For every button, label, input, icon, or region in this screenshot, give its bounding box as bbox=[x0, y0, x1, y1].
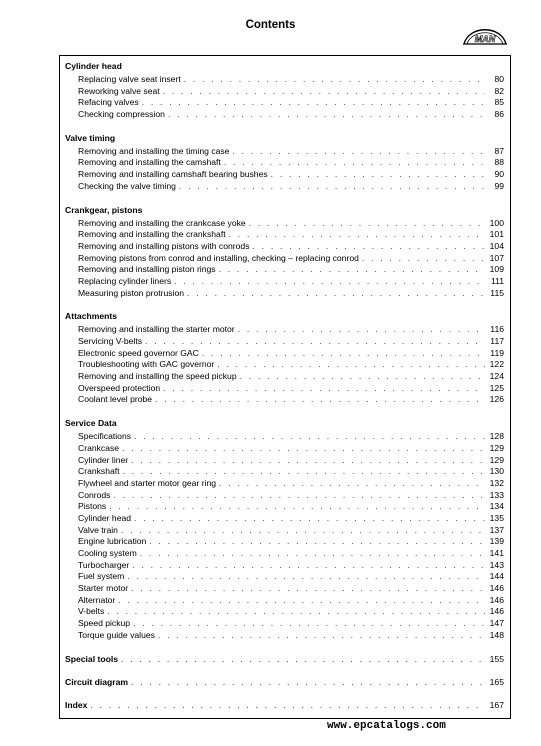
dot-leader bbox=[240, 371, 485, 383]
dot-leader bbox=[163, 383, 485, 395]
toc-entry-page: 143 bbox=[489, 559, 504, 570]
dot-leader bbox=[122, 443, 485, 455]
dot-leader bbox=[184, 74, 485, 86]
toc-entry-title: Valve train bbox=[78, 524, 118, 535]
dot-leader bbox=[187, 288, 485, 300]
toc-entry-page: 139 bbox=[489, 536, 504, 547]
toc-entry[interactable] bbox=[65, 359, 504, 371]
toc-entry-page: 148 bbox=[489, 629, 504, 640]
frame-right-rule bbox=[510, 55, 511, 718]
toc-standalone-entry[interactable] bbox=[65, 699, 504, 711]
toc-entry-page: 107 bbox=[489, 252, 504, 263]
toc-entry-page: 122 bbox=[489, 359, 504, 370]
toc-entry[interactable] bbox=[65, 525, 504, 537]
toc-entry-title: Flywheel and starter motor gear ring bbox=[78, 477, 217, 488]
toc-entry-page: 146 bbox=[489, 594, 504, 605]
toc-entry-title: Refacing valves bbox=[78, 97, 139, 108]
toc-entry-title: Engine lubrication bbox=[78, 536, 147, 547]
toc-entry-title: Crankcase bbox=[78, 442, 120, 453]
toc-entry[interactable] bbox=[65, 371, 504, 383]
toc-entry-page: 117 bbox=[490, 336, 504, 346]
toc-entry-page: 90 bbox=[494, 169, 504, 180]
toc-entry-title: Conrods bbox=[78, 489, 111, 500]
toc-entry-title: Replacing valve seat insert bbox=[78, 74, 181, 84]
toc-entry-page: 116 bbox=[490, 324, 504, 335]
toc-entry[interactable] bbox=[65, 630, 504, 642]
toc-entry-title: Cylinder liner bbox=[78, 454, 129, 465]
dot-leader bbox=[232, 146, 485, 158]
dot-leader bbox=[113, 490, 485, 502]
toc-entry-page: 133 bbox=[489, 489, 504, 500]
toc-section bbox=[65, 676, 504, 688]
toc-section bbox=[65, 699, 504, 711]
dot-leader bbox=[202, 348, 485, 360]
toc-entry[interactable] bbox=[65, 455, 504, 467]
toc-entry[interactable] bbox=[65, 478, 504, 490]
frame-top-rule bbox=[59, 55, 511, 56]
toc-entry-page: 82 bbox=[494, 85, 504, 96]
toc-entry[interactable] bbox=[65, 490, 504, 502]
toc-entry-title: Removing and installing the speed pickup bbox=[78, 371, 237, 382]
toc-entry-page: 132 bbox=[489, 477, 504, 488]
toc-entry-page: 126 bbox=[489, 394, 504, 405]
toc-entry-page: 125 bbox=[489, 382, 504, 393]
dot-leader bbox=[121, 525, 485, 537]
toc-entry[interactable] bbox=[65, 264, 504, 276]
toc-entry-page: 130 bbox=[489, 466, 504, 477]
toc-entry-title: Torque guide values bbox=[78, 629, 155, 640]
dot-leader bbox=[131, 455, 485, 467]
toc-entry-page: 124 bbox=[489, 371, 504, 382]
toc-entry-page: 146 bbox=[489, 583, 504, 594]
toc-entry-title: Removing and installing piston rings bbox=[78, 264, 216, 275]
toc-standalone-entry[interactable] bbox=[65, 653, 504, 665]
toc-entry[interactable] bbox=[65, 276, 504, 288]
toc-entry-page: 109 bbox=[489, 264, 504, 275]
toc-entry-title: V-belts bbox=[78, 606, 105, 617]
toc-section bbox=[65, 132, 504, 193]
dot-leader bbox=[217, 359, 485, 371]
toc-section bbox=[65, 310, 504, 406]
toc-entry-page: 101 bbox=[489, 229, 504, 240]
toc-entry-title: Removing pistons from conrod and installing, checking – replacing conrod bbox=[78, 252, 359, 263]
toc-entry[interactable] bbox=[65, 560, 504, 572]
section-heading: Valve timing bbox=[65, 132, 116, 143]
table-of-contents bbox=[65, 60, 504, 722]
toc-entry-page: 155 bbox=[489, 653, 504, 664]
toc-entry-page: 129 bbox=[489, 454, 504, 465]
toc-entry[interactable] bbox=[65, 443, 504, 455]
toc-entry[interactable] bbox=[65, 571, 504, 583]
dot-leader bbox=[224, 157, 485, 169]
dot-leader bbox=[145, 336, 485, 348]
toc-entry-title: Replacing cylinder liners bbox=[78, 275, 172, 286]
toc-entry[interactable] bbox=[65, 241, 504, 253]
toc-entry-title: Coolant level probe bbox=[78, 394, 153, 405]
toc-entry-page: 119 bbox=[490, 347, 504, 358]
toc-entry[interactable] bbox=[65, 548, 504, 560]
toc-entry-title: Speed pickup bbox=[78, 618, 131, 629]
section-heading: Service Data bbox=[65, 418, 117, 429]
dot-leader bbox=[107, 606, 485, 618]
dot-leader bbox=[134, 513, 485, 525]
toc-entry[interactable] bbox=[65, 218, 504, 230]
toc-entry-page: 135 bbox=[489, 512, 504, 523]
section-heading: Cylinder head bbox=[65, 61, 122, 71]
toc-entry-page: 115 bbox=[490, 287, 504, 298]
dot-leader bbox=[179, 181, 485, 193]
toc-entry-title: Troubleshooting with GAC governor bbox=[78, 359, 215, 370]
toc-entry-page: 165 bbox=[489, 676, 504, 687]
toc-standalone-entry[interactable] bbox=[65, 676, 504, 688]
toc-entry[interactable] bbox=[65, 595, 504, 607]
toc-entry-title: Checking compression bbox=[78, 109, 165, 120]
dot-leader bbox=[90, 699, 485, 711]
toc-entry-title: Circuit diagram bbox=[65, 676, 129, 687]
toc-entry-page: 86 bbox=[494, 109, 504, 120]
toc-entry-page: 146 bbox=[489, 606, 504, 617]
toc-entry[interactable] bbox=[65, 288, 504, 300]
toc-entry-page: 88 bbox=[494, 157, 504, 168]
section-heading: Attachments bbox=[65, 311, 118, 322]
dot-leader bbox=[140, 548, 485, 560]
toc-entry-title: Removing and installing the starter motor bbox=[78, 324, 235, 335]
dot-leader bbox=[253, 241, 486, 253]
dot-leader bbox=[134, 431, 485, 443]
section-heading: Crankgear, pistons bbox=[65, 204, 143, 215]
toc-entry[interactable] bbox=[65, 606, 504, 618]
dot-leader bbox=[142, 97, 485, 109]
toc-entry-page: 137 bbox=[489, 524, 504, 535]
toc-entry[interactable] bbox=[65, 97, 504, 109]
toc-entry-title: Checking the valve timing bbox=[78, 180, 176, 191]
toc-entry[interactable] bbox=[65, 336, 504, 348]
dot-leader bbox=[219, 264, 485, 276]
toc-entry[interactable] bbox=[65, 146, 504, 158]
toc-entry-page: 111 bbox=[490, 275, 504, 286]
toc-entry-page: 141 bbox=[489, 548, 504, 558]
toc-entry-title: Removing and installing the crankcase yoke bbox=[78, 217, 246, 228]
dot-leader bbox=[109, 501, 485, 513]
toc-entry-page: 144 bbox=[489, 571, 504, 582]
dot-leader bbox=[149, 536, 485, 548]
toc-entry[interactable] bbox=[65, 253, 504, 265]
toc-entry-title: Electronic speed governor GAC bbox=[78, 347, 199, 358]
toc-entry[interactable] bbox=[65, 501, 504, 513]
toc-entry-title: Removing and installing the crankshaft bbox=[78, 229, 226, 240]
toc-section bbox=[65, 417, 504, 641]
toc-entry-title: Removing and installing the timing case bbox=[78, 145, 230, 156]
dot-leader bbox=[271, 169, 485, 181]
dot-leader bbox=[219, 478, 485, 490]
toc-entry-title: Cooling system bbox=[78, 548, 137, 558]
toc-entry-page: 85 bbox=[494, 97, 504, 108]
toc-entry-title: Cylinder head bbox=[78, 512, 132, 523]
toc-entry[interactable] bbox=[65, 86, 504, 98]
toc-entry[interactable] bbox=[65, 181, 504, 193]
toc-entry-title: Index bbox=[65, 699, 88, 710]
toc-entry[interactable] bbox=[65, 383, 504, 395]
toc-entry-page: 167 bbox=[489, 699, 504, 710]
toc-entry-title: Alternator bbox=[78, 594, 116, 605]
dot-leader bbox=[123, 466, 485, 478]
page-title: Contents bbox=[245, 19, 296, 31]
dot-leader bbox=[174, 276, 485, 288]
toc-entry[interactable] bbox=[65, 618, 504, 630]
dot-leader bbox=[121, 653, 485, 665]
dot-leader bbox=[238, 324, 485, 336]
toc-entry[interactable] bbox=[65, 394, 504, 406]
man-logo-text: MAN bbox=[474, 34, 496, 44]
toc-entry[interactable] bbox=[65, 74, 504, 86]
toc-entry-title: Pistons bbox=[78, 501, 107, 512]
toc-entry-title: Special tools bbox=[65, 653, 119, 664]
man-logo bbox=[461, 21, 509, 45]
toc-entry-page: 147 bbox=[489, 618, 504, 629]
toc-entry-page: 87 bbox=[494, 145, 504, 156]
toc-entry-title: Starter motor bbox=[78, 583, 129, 594]
watermark-url: www.epcatalogs.com bbox=[327, 720, 446, 732]
dot-leader bbox=[158, 630, 485, 642]
toc-entry-title: Fuel system bbox=[78, 571, 125, 582]
toc-entry[interactable] bbox=[65, 583, 504, 595]
toc-entry-title: Servicing V-belts bbox=[78, 336, 143, 346]
toc-entry[interactable] bbox=[65, 536, 504, 548]
toc-section bbox=[65, 60, 504, 121]
dot-leader bbox=[249, 218, 485, 230]
dot-leader bbox=[131, 583, 485, 595]
dot-leader bbox=[229, 229, 485, 241]
toc-section bbox=[65, 204, 504, 300]
toc-entry[interactable] bbox=[65, 348, 504, 360]
dot-leader bbox=[155, 394, 485, 406]
toc-entry-title: Specifications bbox=[78, 431, 132, 442]
dot-leader bbox=[168, 109, 485, 121]
toc-entry-title: Removing and installing camshaft bearing bushes bbox=[78, 169, 268, 180]
toc-entry[interactable] bbox=[65, 513, 504, 525]
toc-entry-page: 129 bbox=[489, 442, 504, 453]
toc-entry-title: Crankshaft bbox=[78, 466, 120, 477]
dot-leader bbox=[127, 571, 485, 583]
toc-entry-page: 100 bbox=[489, 217, 504, 228]
toc-entry[interactable] bbox=[65, 229, 504, 241]
toc-entry-title: Removing and installing the camshaft bbox=[78, 157, 221, 168]
toc-entry-page: 80 bbox=[494, 74, 504, 84]
toc-entry[interactable] bbox=[65, 157, 504, 169]
toc-entry[interactable] bbox=[65, 431, 504, 443]
toc-entry-title: Removing and installing pistons with conrods bbox=[78, 240, 250, 251]
toc-entry[interactable] bbox=[65, 169, 504, 181]
toc-entry[interactable] bbox=[65, 466, 504, 478]
toc-entry-title: Overspeed protection bbox=[78, 382, 161, 393]
toc-entry[interactable] bbox=[65, 324, 504, 336]
dot-leader bbox=[131, 676, 485, 688]
dot-leader bbox=[132, 560, 485, 572]
dot-leader bbox=[163, 86, 485, 98]
toc-section bbox=[65, 653, 504, 665]
frame-left-rule bbox=[59, 55, 60, 718]
dot-leader bbox=[362, 253, 485, 265]
dot-leader bbox=[118, 595, 485, 607]
toc-entry-page: 99 bbox=[494, 180, 504, 191]
toc-entry-title: Turbocharger bbox=[78, 559, 130, 570]
toc-entry[interactable] bbox=[65, 109, 504, 121]
toc-entry-title: Reworking valve seat bbox=[78, 85, 160, 96]
toc-entry-page: 104 bbox=[489, 240, 504, 251]
toc-entry-title: Measuring piston protrusion bbox=[78, 287, 185, 298]
toc-entry-page: 134 bbox=[489, 501, 504, 512]
toc-entry-page: 128 bbox=[489, 431, 504, 442]
dot-leader bbox=[133, 618, 485, 630]
